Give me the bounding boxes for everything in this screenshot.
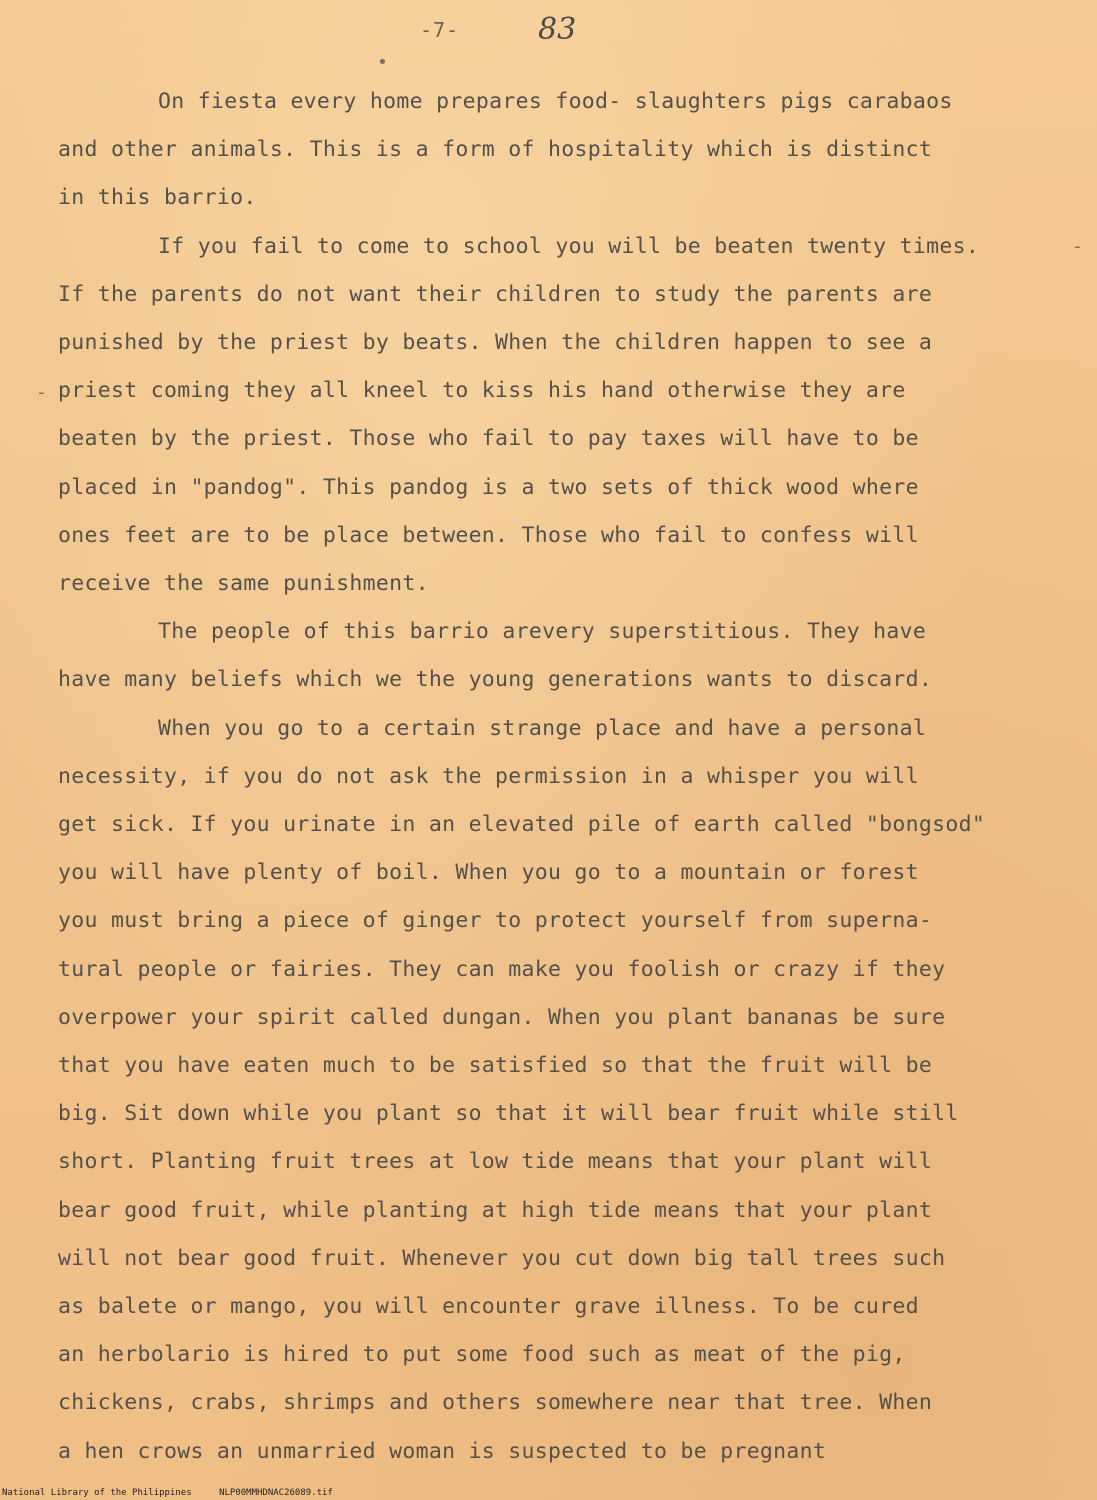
- text-line: have many beliefs which we the young generations wants to discard.: [58, 667, 933, 693]
- text-line: bear good fruit, while planting at high tide means that your plant: [58, 1197, 933, 1223]
- library-name: National Library of the Philippines: [2, 1488, 192, 1498]
- text-line: ones feet are to be place between. Those who fail to confess will: [58, 522, 919, 548]
- text-line: in this barrio.: [58, 185, 257, 211]
- scan-footer: [2, 1488, 355, 1498]
- text-line: punished by the priest by beats. When the children happen to see a: [58, 330, 933, 355]
- text-line: overpower your spirit called dungan. When you plant bananas be sure: [58, 1004, 946, 1030]
- page-number: -7-: [420, 18, 460, 42]
- margin-dash: -: [1072, 236, 1083, 257]
- text-line: necessity, if you do not ask the permission in a whisper you will: [58, 763, 919, 789]
- file-id: NLP00MMHDNAC26089.tif: [219, 1488, 333, 1498]
- text-line: get sick. If you urinate in an elevated pile of earth called "bongsod": [58, 812, 986, 837]
- text-line: If you fail to come to school you will be beaten twenty times.: [158, 233, 980, 259]
- text-line: big. Sit down while you plant so that it will bear fruit while still: [58, 1101, 959, 1127]
- text-line: priest coming they all kneel to kiss his hand otherwise they are: [58, 378, 906, 404]
- text-line: a hen crows an unmarried woman is suspected to be pregnant: [58, 1438, 827, 1464]
- text-line: The people of this barrio arevery superstitious. They have: [158, 619, 927, 645]
- text-line: you must bring a piece of ginger to protect yourself from superna-: [58, 908, 933, 934]
- text-line: as balete or mango, you will encounter grave illness. To be cured: [58, 1294, 919, 1319]
- text-line: an herbolario is hired to put some food such as meat of the pig,: [58, 1342, 906, 1368]
- ink-dot: •: [377, 52, 388, 73]
- text-line: If the parents do not want their children to study the parents are: [58, 281, 933, 307]
- handwritten-page-number: 83: [538, 12, 577, 47]
- text-line: that you have eaten much to be satisfied so that the fruit will be: [58, 1053, 933, 1078]
- text-line: you will have plenty of boil. When you go to a mountain or forest: [58, 860, 919, 886]
- text-line: receive the same punishment.: [58, 571, 429, 596]
- text-line: chickens, crabs, shrimps and others somewhere near that tree. When: [58, 1390, 933, 1416]
- text-line: short. Planting fruit trees at low tide means that your plant will: [58, 1149, 933, 1175]
- text-line: beaten by the priest. Those who fail to pay taxes will have to be: [58, 426, 919, 452]
- text-line: placed in "pandog". This pandog is a two sets of thick wood where: [58, 474, 919, 500]
- text-line: On fiesta every home prepares food- slaughters pigs carabaos: [158, 89, 953, 114]
- text-line: tural people or fairies. They can make you foolish or crazy if they: [58, 956, 946, 982]
- text-line: will not bear good fruit. Whenever you cut down big tall trees such: [58, 1245, 946, 1271]
- margin-dash: -: [36, 382, 47, 403]
- text-line: and other animals. This is a form of hospitality which is distinct: [58, 137, 933, 163]
- text-line: When you go to a certain strange place and have a personal: [158, 715, 927, 741]
